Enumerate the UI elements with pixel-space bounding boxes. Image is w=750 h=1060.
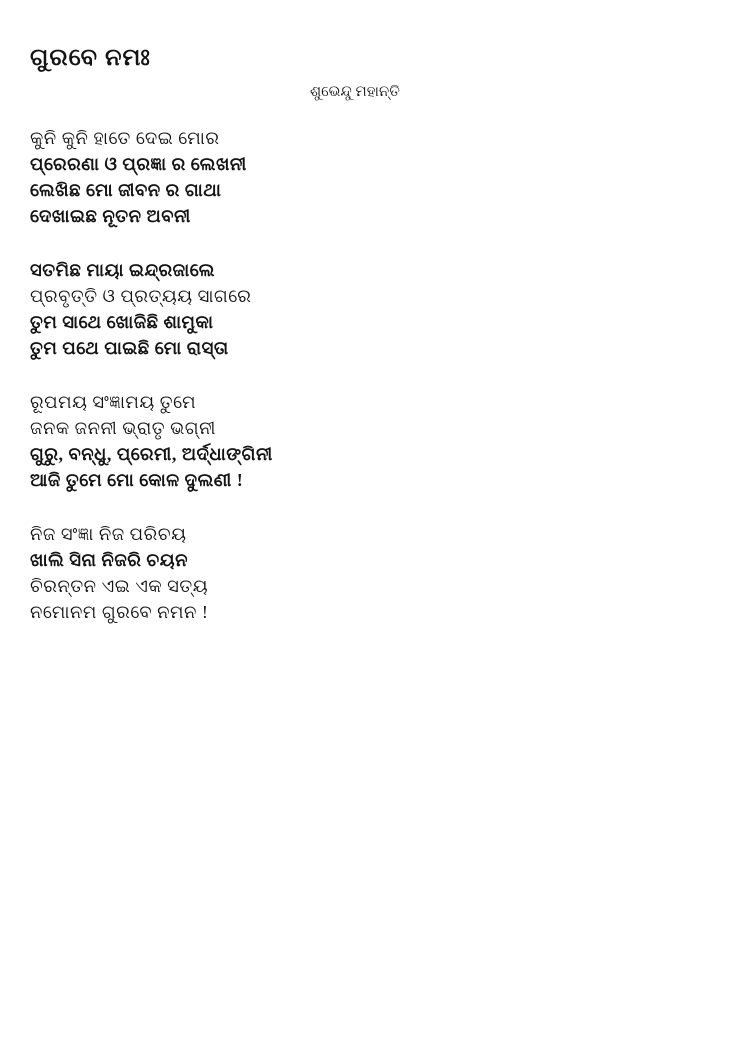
poem-line: ପ୍ରେରଣା ଓ ପ୍ରଜ୍ଞା ର ଲେଖନୀ [30, 153, 247, 174]
poem-line: ସତମିଛ ମାୟା ଇନ୍ଦ୍ରଜାଲେ [30, 259, 215, 280]
poem-line: ତୁମ ସାଥେ ଖୋଜିଛି ଶାମୁକା [30, 311, 214, 332]
poem-title: ଗୁରବେ ନମଃ [30, 45, 151, 71]
poem-line: ଜନକ ଜନନୀ ଭ୍ରାତୃ ଭଗ୍ନୀ [30, 417, 216, 438]
poem-line: ଖାଲି ସିନା ନିଜରି ଚୟନ [30, 549, 188, 570]
poem-line: କୁନି କୁନି ହାତେ ଦେଇ ମୋର [30, 127, 220, 148]
poem-line: ଗୁରୁ, ବନ୍ଧୁ, ପ୍ରେମୀ, ଅର୍ଦ୍ଧାଙ୍ଗିନୀ [30, 443, 273, 464]
poem-line: ରୂପମୟ ସଂଜ୍ଞାମୟ ତୁମେ [30, 391, 197, 412]
stanza [30, 257, 720, 361]
stanza [30, 389, 720, 493]
poem-line: ତୁମ ପଥେ ପାଇଛି ମୋ ରାସ୍ତା [30, 337, 229, 358]
poem-line: ଲେଖିଛ ମୋ ଜୀବନ ର ଗାଥା [30, 179, 222, 200]
author-name: ଶୁଭେନ୍ଦୁ ମହାନ୍ତି [310, 83, 400, 100]
stanza [30, 521, 720, 625]
poem-line: ଦେଖାଇଛ ନୂତନ ଅବନୀ [30, 205, 191, 226]
stanza [30, 125, 720, 229]
poem-line: ନମୋନମ ଗୁରବେ ନମନ ! [30, 601, 209, 622]
poem-line: ନିଜ ସଂଜ୍ଞା ନିଜ ପରିଚୟ [30, 523, 187, 544]
poem-line: ଚିରନ୍ତନ ଏଇ ଏକ ସତ୍ୟ [30, 575, 209, 596]
poem-line: ପ୍ରବୃତ୍ତି ଓ ପ୍ରତ୍ୟୟ ସାଗରେ [30, 285, 252, 306]
poem-body [30, 125, 720, 625]
poem-line: ଆଜି ତୁମେ ମୋ କୋଳ ଦୁଲଣୀ ! [30, 469, 244, 490]
